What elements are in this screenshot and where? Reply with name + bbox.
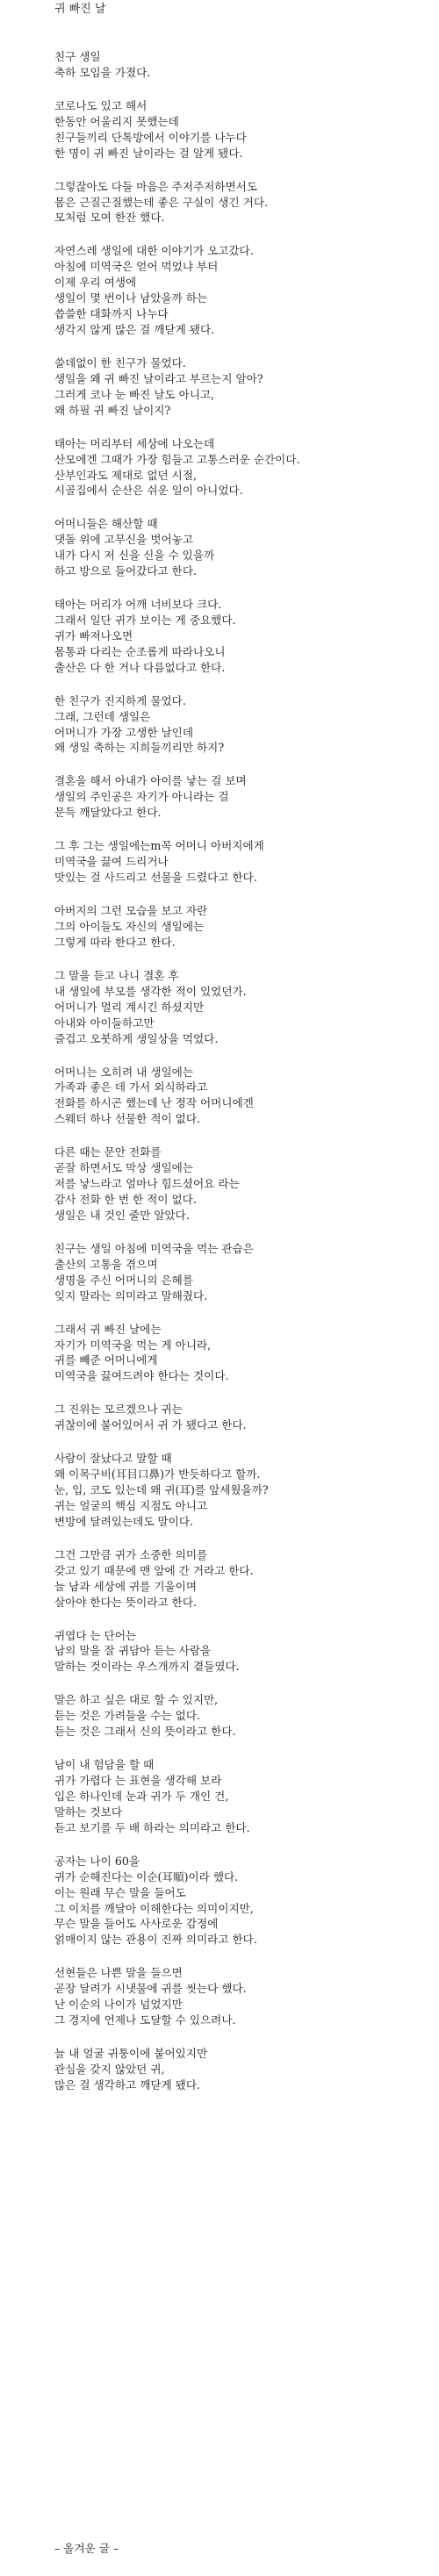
text-line: 남의 말을 잘 귀담아 듣는 사람을 <box>54 1644 212 1658</box>
text-line: 자연스레 생일에 대한 이야기가 오고갔다. <box>54 244 254 258</box>
article-title: 귀 빠진 날 <box>54 3 106 16</box>
paragraph <box>54 1451 423 1530</box>
paragraph <box>54 243 423 337</box>
text-line: 남이 내 험담을 할 때 <box>54 1758 155 1772</box>
text-line: 미역국을 끓여 드리거나 <box>54 855 169 869</box>
text-line: 친구는 생일 아침에 미역국을 먹는 관습은 <box>54 1241 254 1255</box>
text-line: 생일이 몇 번이나 남았을까 하는 <box>54 291 208 305</box>
text-line: 그렇잖아도 다들 마음은 주저주저하면서도 <box>54 179 257 193</box>
text-line: 즐겁고 오붓하게 생일상을 먹었다. <box>54 1031 219 1045</box>
text-line: 그 말을 듣고 나니 결혼 후 <box>54 968 179 982</box>
text-line: 아침에 미역국은 얻어 먹었냐 부터 <box>54 260 219 274</box>
text-line: 입은 하나인데 눈과 귀가 두 개인 건, <box>54 1790 229 1803</box>
paragraph <box>54 1965 423 2028</box>
text-line: 산모에겐 그때가 가장 힘들고 고통스러운 순간이다. <box>54 452 300 466</box>
text-line: 공자는 나이 60을 <box>54 1854 140 1868</box>
paragraph <box>54 98 423 161</box>
text-line: 어머니가 멀리 계시긴 하셨지만 <box>54 1000 205 1014</box>
text-line: 사람이 잘났다고 말할 때 <box>54 1452 172 1466</box>
text-line: 그래, 그런데 생일은 <box>54 709 151 723</box>
text-line: 생일은 내 것인 줄만 알았다. <box>54 1208 190 1222</box>
paragraph <box>54 903 423 951</box>
paragraph <box>54 1757 423 1836</box>
text-line: 쓸데없이 한 친구가 물었다. <box>54 355 186 370</box>
text-line: 산부인과도 제대로 없던 시절, <box>54 468 197 482</box>
text-line: 듣는 것은 가려들을 수는 없다. <box>54 1709 201 1723</box>
text-line: 그 진위는 모르겠으나 귀는 <box>54 1403 183 1417</box>
paragraph <box>54 49 423 81</box>
text-line: 귀엽다 는 단어는 <box>54 1628 137 1642</box>
paragraph <box>54 773 423 821</box>
paragraph <box>54 1854 423 1948</box>
text-line: 난 이순의 나이가 넘었지만 <box>54 1998 183 2012</box>
paragraph <box>54 1628 423 1675</box>
paragraph <box>54 2046 423 2093</box>
text-line: 하고 방으로 들어갔다고 한다. <box>54 564 197 578</box>
text-line: 전화를 하시곤 했는데 난 정작 어머니에겐 <box>54 1096 254 1110</box>
text-line: 무슨 말을 들어도 사사로운 감정에 <box>54 1917 219 1931</box>
text-line: 한 명이 귀 빠진 날이라는 걸 알게 됐다. <box>54 146 243 160</box>
paragraph <box>54 1065 423 1128</box>
text-line: 시골집에서 순산은 쉬운 일이 아니었다. <box>54 484 243 498</box>
text-line: 갖고 있기 때문에 맨 앞에 간 거라고 한다. <box>54 1563 254 1577</box>
text-line: 눈, 입, 코도 있는데 왜 귀(耳)를 앞세웠을까? <box>54 1483 269 1497</box>
text-line: 그 후 그는 생일에는m꼭 어머니 아버지에게 <box>54 839 264 853</box>
text-line: 자기가 미역국을 먹는 게 아니라, <box>54 1338 212 1352</box>
paragraph <box>54 968 423 1047</box>
paragraph <box>54 693 423 757</box>
text-line: 늘 남과 세상에 귀를 기울이며 <box>54 1579 197 1593</box>
text-line: 이는 원래 무슨 말을 들어도 <box>54 1885 186 1899</box>
text-line: 아내와 아이들하고만 <box>54 1015 155 1030</box>
text-line: 다른 때는 문안 전화를 <box>54 1145 162 1159</box>
paragraph <box>54 436 423 499</box>
text-line: 귀찮이에 붙어있어서 귀 가 됐다고 한다. <box>54 1418 247 1432</box>
text-line: 귀를 빼준 어머니에게 <box>54 1353 158 1367</box>
text-line: 곧장 달려가 시냇물에 귀를 씻는다 했다. <box>54 1982 247 1996</box>
text-line: 그렇게 따라 한다고 한다. <box>54 935 176 949</box>
paragraph <box>54 1402 423 1433</box>
text-line: 아버지의 그런 모습을 보고 자란 <box>54 904 208 918</box>
text-line: 친구들끼리 단톡방에서 이야기를 나누다 <box>54 130 247 144</box>
text-line: 그래서 귀 빠진 날에는 <box>54 1322 162 1336</box>
text-line: 잊지 말라는 의미라고 말해줬다. <box>54 1288 208 1302</box>
text-line: 왜 생일 축하는 지희들끼리만 하지? <box>54 741 225 755</box>
text-line: 스웨터 하나 선물한 적이 없다. <box>54 1112 201 1126</box>
text-line: 생일을 왜 귀 빠진 날이라고 부르는지 알아? <box>54 371 263 385</box>
text-line: 출산은 다 한 거나 다름없다고 한다. <box>54 660 226 674</box>
text-line: 댓돌 위에 고무신을 벗어놓고 <box>54 533 193 547</box>
text-line: 어머니는 오히려 내 생일에는 <box>54 1065 193 1079</box>
text-line: 문득 깨달았다고 한다. <box>54 806 162 820</box>
text-line: 결혼을 해서 아내가 아이를 낳는 걸 보며 <box>54 774 247 788</box>
text-line: 친구 생일 <box>54 50 101 63</box>
text-line: 변방에 달려있는데도 말이다. <box>54 1514 193 1528</box>
text-line: 코로나도 있고 해서 <box>54 98 148 112</box>
text-line: 그 경지에 언제나 도달할 수 있으려나. <box>54 2013 236 2027</box>
paragraph <box>54 1241 423 1304</box>
text-line: 어머니들은 해산할 때 <box>54 517 158 531</box>
text-line: 한동안 어울리지 못했는데 <box>54 114 179 128</box>
text-line: 출산의 고통을 겪으며 <box>54 1257 158 1271</box>
text-line: 축하 모임을 가졌다. <box>54 65 151 79</box>
text-line: 늘 내 얼굴 귀퉁이에 붙어있지만 <box>54 2047 208 2061</box>
text-line: 말은 하고 싶은 대로 할 수 있지만, <box>54 1693 219 1707</box>
text-line: 귀가 순해진다는 이순(耳順)이라 했다. <box>54 1869 239 1884</box>
text-line: 태아는 머리가 어깨 너비보다 크다. <box>54 598 222 612</box>
text-line: 듣고 보기를 두 배 하라는 의미라고 한다. <box>54 1820 250 1834</box>
paragraph <box>54 838 423 886</box>
text-line: 씁쓸한 대화까지 나누다 <box>54 307 169 321</box>
text-line: 맛있는 걸 사드리고 선물을 드렸다고 한다. <box>54 871 257 885</box>
paragraph <box>54 516 423 579</box>
text-line: 듣는 것은 그래서 신의 뜻이라고 한다. <box>54 1725 236 1739</box>
text-line: 태아는 머리부터 세상에 나오는데 <box>54 436 215 450</box>
text-line: 어머니가 가장 고생한 날인데 <box>54 725 193 739</box>
text-line: 그러게 코나 눈 빠진 날도 아니고, <box>54 387 215 401</box>
paragraph <box>54 597 423 676</box>
text-line: 생각지 않게 많은 걸 깨닫게 됐다. <box>54 322 215 336</box>
text-line: 가족과 좋은 데 가서 외식하라고 <box>54 1080 208 1094</box>
paragraph <box>54 1144 423 1223</box>
text-line: 생일의 주인공은 자기가 아니라는 걸 <box>54 790 229 804</box>
text-line: 몸통과 다리는 순조롭게 따라나오니 <box>54 644 226 658</box>
text-line: 그래서 일단 귀가 보이는 게 중요했다. <box>54 614 236 628</box>
text-line: 감사 전화 한 번 한 적이 없다. <box>54 1192 197 1206</box>
paragraph <box>54 1322 423 1385</box>
text-line: 왜 이목구비(耳目口鼻)가 반듯하다고 할까. <box>54 1467 261 1482</box>
text-line: 관심을 갖지 않았던 귀, <box>54 2062 165 2076</box>
text-line: 많은 걸 생각하고 깨닫게 됐다. <box>54 2077 201 2092</box>
text-line: 모처럼 모여 한잔 했다. <box>54 211 165 225</box>
paragraph <box>54 1692 423 1740</box>
article-body <box>54 49 423 2111</box>
text-line: 내 생일에 부모를 생각한 적이 있었던가. <box>54 984 247 998</box>
text-line: 그건 그만큼 귀가 소중한 의미를 <box>54 1547 208 1561</box>
text-line: 그의 아이들도 자신의 생일에는 <box>54 920 205 933</box>
text-line: 몸은 근질근질했는데 좋은 구실이 생긴 거다. <box>54 195 268 209</box>
text-line: 한 친구가 진지하게 물었다. <box>54 693 186 707</box>
text-line: 저를 낳느라고 얼마나 힘드셨어요 라는 <box>54 1177 240 1191</box>
text-line: 미역국을 끓여드려야 한다는 것이다. <box>54 1369 229 1383</box>
text-line: 말하는 것보다 <box>54 1805 122 1819</box>
text-line: 생명을 주신 어머니의 은혜를 <box>54 1273 193 1287</box>
text-line: 살아야 한다는 뜻이라고 한다. <box>54 1595 197 1609</box>
text-line: 말하는 것이라는 우스개까지 곁들였다. <box>54 1660 240 1674</box>
author-signature: – 올겨운 글 – <box>54 2542 119 2555</box>
paragraph <box>54 1547 423 1611</box>
text-line: 선현들은 나쁜 말을 들으면 <box>54 1966 183 1980</box>
text-line: 귀가 가렵다 는 표현을 생각해 보라 <box>54 1774 222 1788</box>
text-line: 귀는 얼굴의 핵심 지점도 아니고 <box>54 1498 208 1512</box>
text-line: 왜 하필 귀 빠진 날이지? <box>54 403 171 417</box>
text-line: 이제 우리 여생에 <box>54 276 137 290</box>
text-line: 귀가 빠져나오면 <box>54 628 133 642</box>
text-line: 곧잘 하면서도 막상 생일에는 <box>54 1161 193 1175</box>
paragraph <box>54 355 423 419</box>
text-line: 그 이치를 깨달아 이해한다는 의미이지만, <box>54 1901 254 1915</box>
paragraph <box>54 179 423 226</box>
text-line: 얽매이지 않는 관용이 진짜 의미라고 한다. <box>54 1933 257 1947</box>
text-line: 내가 다시 저 신을 신을 수 있을까 <box>54 549 215 563</box>
